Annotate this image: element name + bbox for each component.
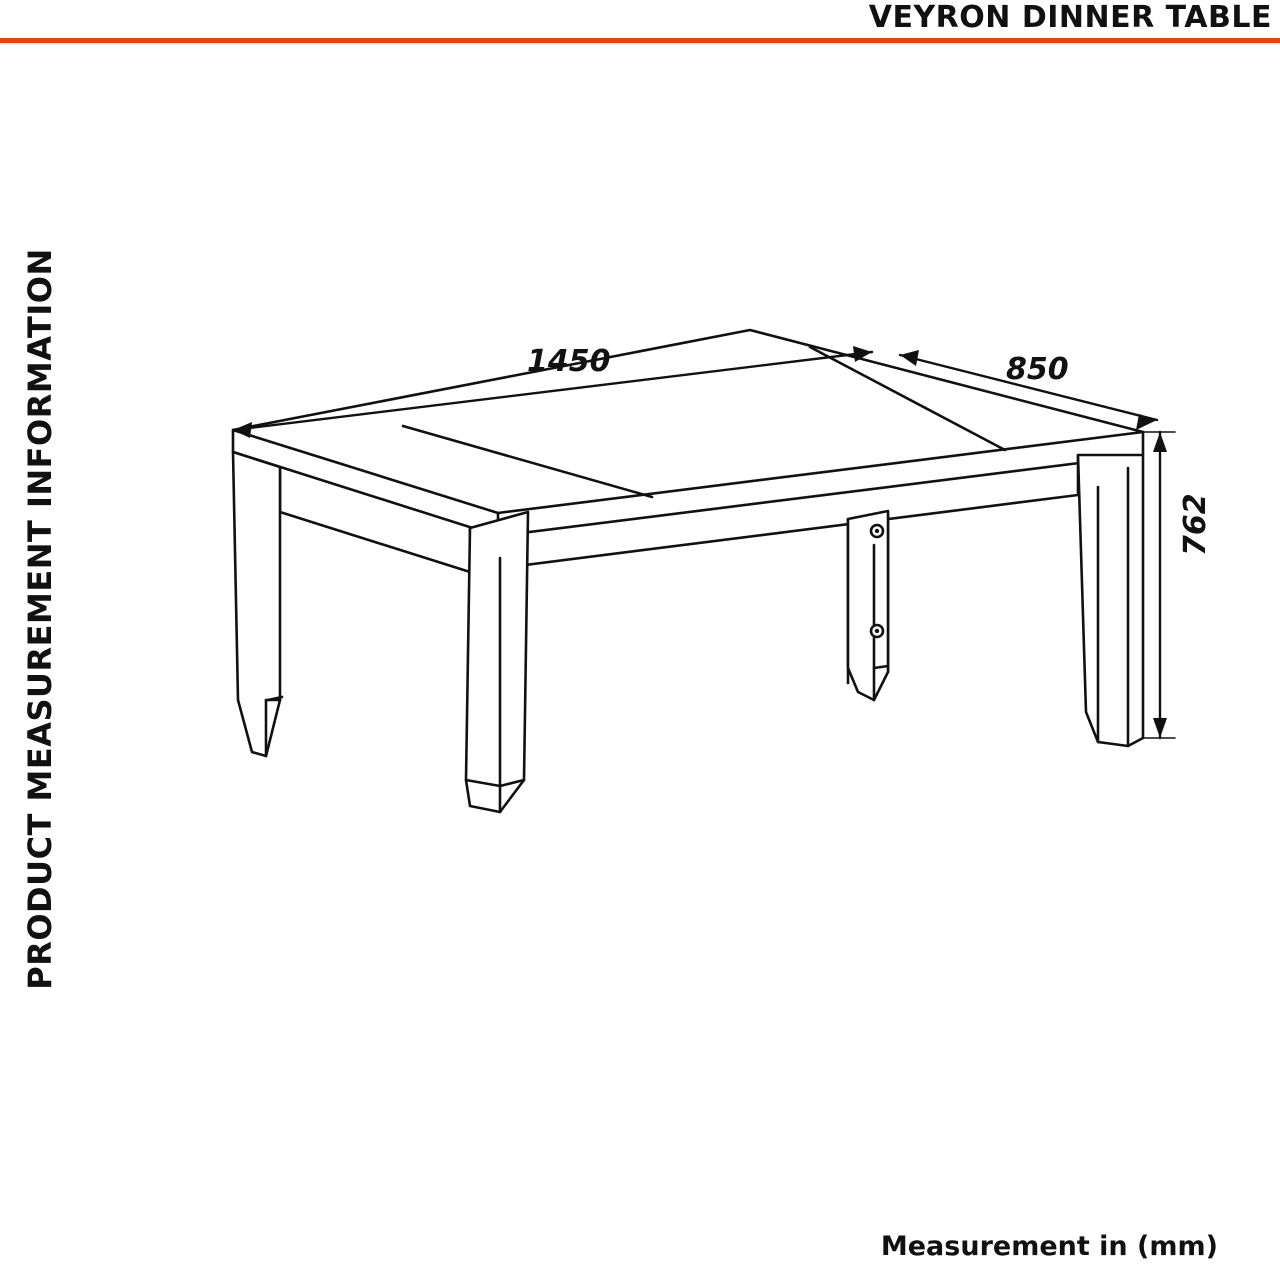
dimension-label-width: 1450 xyxy=(527,344,611,379)
measurement-unit-note: Measurement in (mm) xyxy=(880,1231,1218,1262)
dimension-label-height: 762 xyxy=(1178,493,1213,556)
page-title: VEYRON DINNER TABLE xyxy=(868,0,1272,35)
sidebar-vertical-label: PRODUCT MEASUREMENT INFORMATION xyxy=(21,248,59,990)
dimension-label-depth: 850 xyxy=(1006,352,1069,387)
